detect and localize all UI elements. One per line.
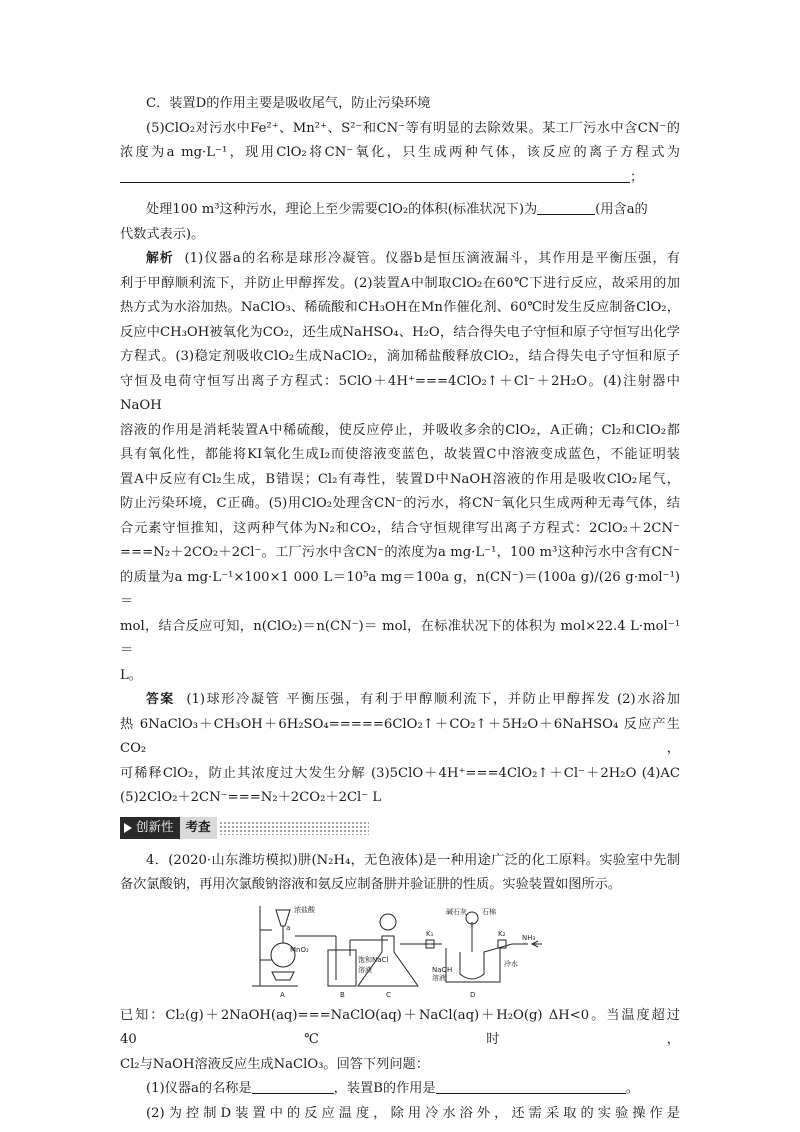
banner-tag <box>120 817 180 839</box>
apparatus-figure <box>120 900 680 1000</box>
analysis-line: 具有氧化性，都能将KI氧化生成I₂而使溶液变蓝色，故装置C中溶液变成蓝色，不能证明装 <box>120 447 680 462</box>
answer-line: 热 6NaClO₃＋CH₃OH＋6H₂SO₄=====6ClO₂↑＋CO₂↑＋5H₂O＋6NaHSO₄ 反应产生CO₂， <box>120 716 680 756</box>
text-span: (1)仪器a的名称是 <box>146 1081 252 1096</box>
label: 溶液 <box>432 973 446 982</box>
analysis-line: ===N₂＋2CO₂＋2Cl⁻。工厂污水中含CN⁻的浓度为a mg·L⁻¹，100 m³这种污水中含有CN⁻ <box>120 545 680 560</box>
label: NH₃ <box>522 933 536 942</box>
label: 饱和NaCl <box>358 955 389 964</box>
answer-blank-line[interactable] <box>120 166 680 191</box>
question-5-line: (5)ClO₂对污水中Fe²⁺、Mn²⁺、S²⁻和CN⁻等有明显的去除效果。某工厂污水中含CN⁻的 <box>146 120 680 136</box>
answer-line: (5)2ClO₂＋2CN⁻===N₂＋2CO₂＋2Cl⁻ L <box>120 790 382 805</box>
label: 冷水 <box>504 959 518 968</box>
analysis-line: 热方式为水浴加热。NaClO₃、稀硫酸和CH₃OH在Mn作催化剂、60℃时发生反应制备ClO₂， <box>120 300 680 315</box>
flask-d <box>460 952 484 979</box>
text-span: ，装置B的作用是 <box>333 1081 436 1096</box>
label: a <box>286 923 291 932</box>
answer-line <box>120 688 680 713</box>
banner-title: 创新性 <box>136 819 174 835</box>
label: 碱石灰 <box>446 907 467 916</box>
question-line: (2)为控制D装置中的反应温度，除用冷水浴外，还需采取的实验操作是 <box>146 1105 680 1121</box>
analysis-line: 置A中反应有Cl₂生成，B错误；Cl₂有毒性，装置D中NaOH溶液的作用是吸收ClO₂尾气， <box>120 471 680 487</box>
text-span: (1)球形冷凝管 平衡压强，有利于甲醇顺利流下，并防止甲醇挥发 (2)水浴加 <box>186 692 680 707</box>
analysis-line: 反应中CH₃OH被氧化为CO₂，还生成NaHSO₄、H₂O，结合得失电子守恒和原子守恒写出化学 <box>120 324 680 340</box>
section-banner <box>120 817 680 839</box>
banner-dots <box>219 821 369 835</box>
burner <box>272 972 294 980</box>
label: K₂ <box>498 929 506 938</box>
analysis-label: 解析 <box>146 251 174 266</box>
label: A <box>280 990 285 999</box>
question-4-line: 备次氯酸钠，再用次氯酸钠溶液和氨反应制备肼并验证肼的性质。实验装置如图所示。 <box>120 877 622 892</box>
play-icon <box>124 823 132 833</box>
question-5-line: 浓度为a mg·L⁻¹，现用ClO₂将CN⁻氧化，只生成两种气体，该反应的离子方程式为 <box>120 145 680 160</box>
question-5-line: 代数式表示)。 <box>120 226 205 242</box>
analysis-line: L。 <box>120 667 142 683</box>
text-span: 。 <box>625 1081 639 1096</box>
analysis-line: 合元素守恒推知，这两种气体为N₂和CO₂，结合守恒规律写出离子方程式：2ClO₂＋2CN⁻ <box>120 520 680 536</box>
known-line: 已知：Cl₂(g)＋2NaOH(aq)===NaClO(aq)＋NaCl(aq)＋H₂O(g) ΔH<0。当温度超过40℃时， <box>120 1007 680 1047</box>
question-5-line <box>120 198 680 223</box>
label: NaOH <box>432 965 453 974</box>
label: D <box>470 990 476 999</box>
option-c: C．装置D的作用主要是吸收尾气，防止污染环境 <box>146 96 431 111</box>
label: C <box>386 990 391 999</box>
answer-label: 答案 <box>146 692 175 707</box>
analysis-line: 方程式。(3)稳定剂吸收ClO₂生成NaClO₂，滴加稀盐酸释放ClO₂，结合得失电子守恒和原子 <box>120 349 680 364</box>
analysis-line: 防止污染环境，C正确。(5)用ClO₂处理含CN⁻的污水，将CN⁻氧化只生成两种无毒气体，结 <box>120 496 680 511</box>
analysis-line: 的质量为a mg·L⁻¹×100×1 000 L＝10⁵a mg＝100a g，n(CN⁻)＝(100a g)/(26 g·mol⁻¹)＝ <box>120 569 680 609</box>
apparatus-diagram <box>250 900 550 1000</box>
analysis-line <box>120 247 680 272</box>
label: K₁ <box>426 929 434 938</box>
beaker-d <box>446 948 500 982</box>
bulb-c <box>380 914 396 930</box>
known-line: Cl₂与NaOH溶液反应生成NaClO₃。回答下列问题： <box>120 1056 429 1072</box>
bottle-b <box>328 950 356 986</box>
analysis-line: 溶液的作用是消耗装置A中稀硫酸，使反应停止，并吸收多余的ClO₂，A正确；Cl₂和ClO₂都 <box>120 422 680 438</box>
label: MnO₂ <box>290 945 309 954</box>
fill-blank[interactable] <box>537 200 595 215</box>
label: 石棉 <box>482 907 496 916</box>
text-span: (1)仪器a的名称是球形冷凝管。仪器b是恒压滴液漏斗，其作用是平衡压强，有 <box>184 251 680 266</box>
question-4-line: 4．(2020·山东潍坊模拟)肼(N₂H₄，无色液体)是一种用途广泛的化工原料。实验室中先制 <box>146 852 680 868</box>
fill-blank[interactable] <box>252 1079 334 1094</box>
label: 浓盐酸 <box>294 905 315 914</box>
text-span: 处理100 m³这种污水，理论上至少需要ClO₂的体积(标准状况下)为 <box>146 202 538 217</box>
analysis-line: mol，结合反应可知，n(ClO₂)＝n(CN⁻)＝ mol，在标准状况下的体积为 mol×22.4 L·mol⁻¹＝ <box>120 618 680 658</box>
text-span: (用含a的 <box>595 202 648 217</box>
question-line <box>120 1077 680 1102</box>
banner-subtitle: 考查 <box>180 817 217 839</box>
analysis-line: 利于甲醇顺利流下，并防止甲醇挥发。(2)装置A中制取ClO₂在60℃下进行反应，故采用的加 <box>120 275 680 291</box>
analysis-line: 守恒及电荷守恒写出离子方程式：5ClO＋4H⁺===4ClO₂↑＋Cl⁻＋2H₂O。(4)注射器中NaOH <box>120 373 680 413</box>
fill-blank[interactable] <box>120 168 630 183</box>
label: 溶液 <box>358 965 372 974</box>
document-page <box>120 92 680 1126</box>
answer-line: 可稀释ClO₂，防止其浓度过大发生分解 (3)5ClO＋4H⁺===4ClO₂↑＋Cl⁻＋2H₂O (4)AC <box>120 765 680 781</box>
fill-blank[interactable] <box>436 1079 626 1094</box>
label: B <box>340 990 345 999</box>
punctuation: ； <box>630 169 644 185</box>
